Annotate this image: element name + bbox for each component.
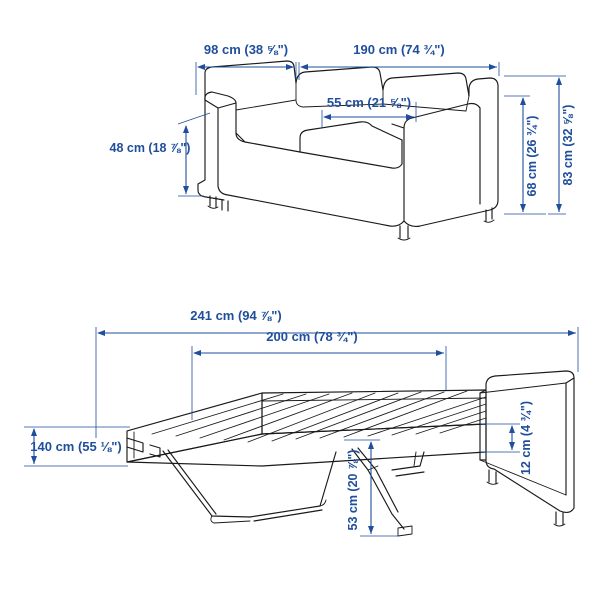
dimension-frame-height [480,401,533,475]
dim-armrest-height-label-unit [148,157,151,171]
dim-bed-length-label: 200 cm (78 ¾") [266,329,358,344]
dim-top-depth-label: 98 cm (38 ⅝") [203,42,289,57]
dimension-bed-width [24,427,130,466]
dim-top-width-label: 190 cm (74 ¾") [353,42,445,57]
dim-total-length-label: 241 cm (94 ⅞") [190,308,282,323]
dim-bed-width-label: 140 cm (55 ⅛") [30,439,122,454]
sofa-open-view [24,308,578,536]
dimension-top-depth [196,42,296,95]
dim-back-height-inner-label: 68 cm (26 ¾") [525,115,539,197]
dim-back-height-outer-label: 83 cm (32 ⅝") [561,104,575,186]
dimension-armrest-height [110,113,210,196]
sofa-closed-view [110,42,575,240]
dimension-total-length [96,308,578,438]
dim-armrest-height-label: 48 cm (18 ⅞") [109,141,191,155]
dim-bed-height-label: 53 cm (20 ⅞") [346,449,360,531]
dimension-back-height-inner [504,96,546,214]
dimension-top-width [299,42,499,80]
dim-seat-depth-label: 55 cm (21 ⅝") [326,95,412,110]
dimension-back-height-outer [504,76,575,214]
dimension-bed-length [192,329,446,420]
dimension-bed-height [344,440,398,536]
dim-frame-height-label: 12 cm (4 ¾") [519,400,533,476]
